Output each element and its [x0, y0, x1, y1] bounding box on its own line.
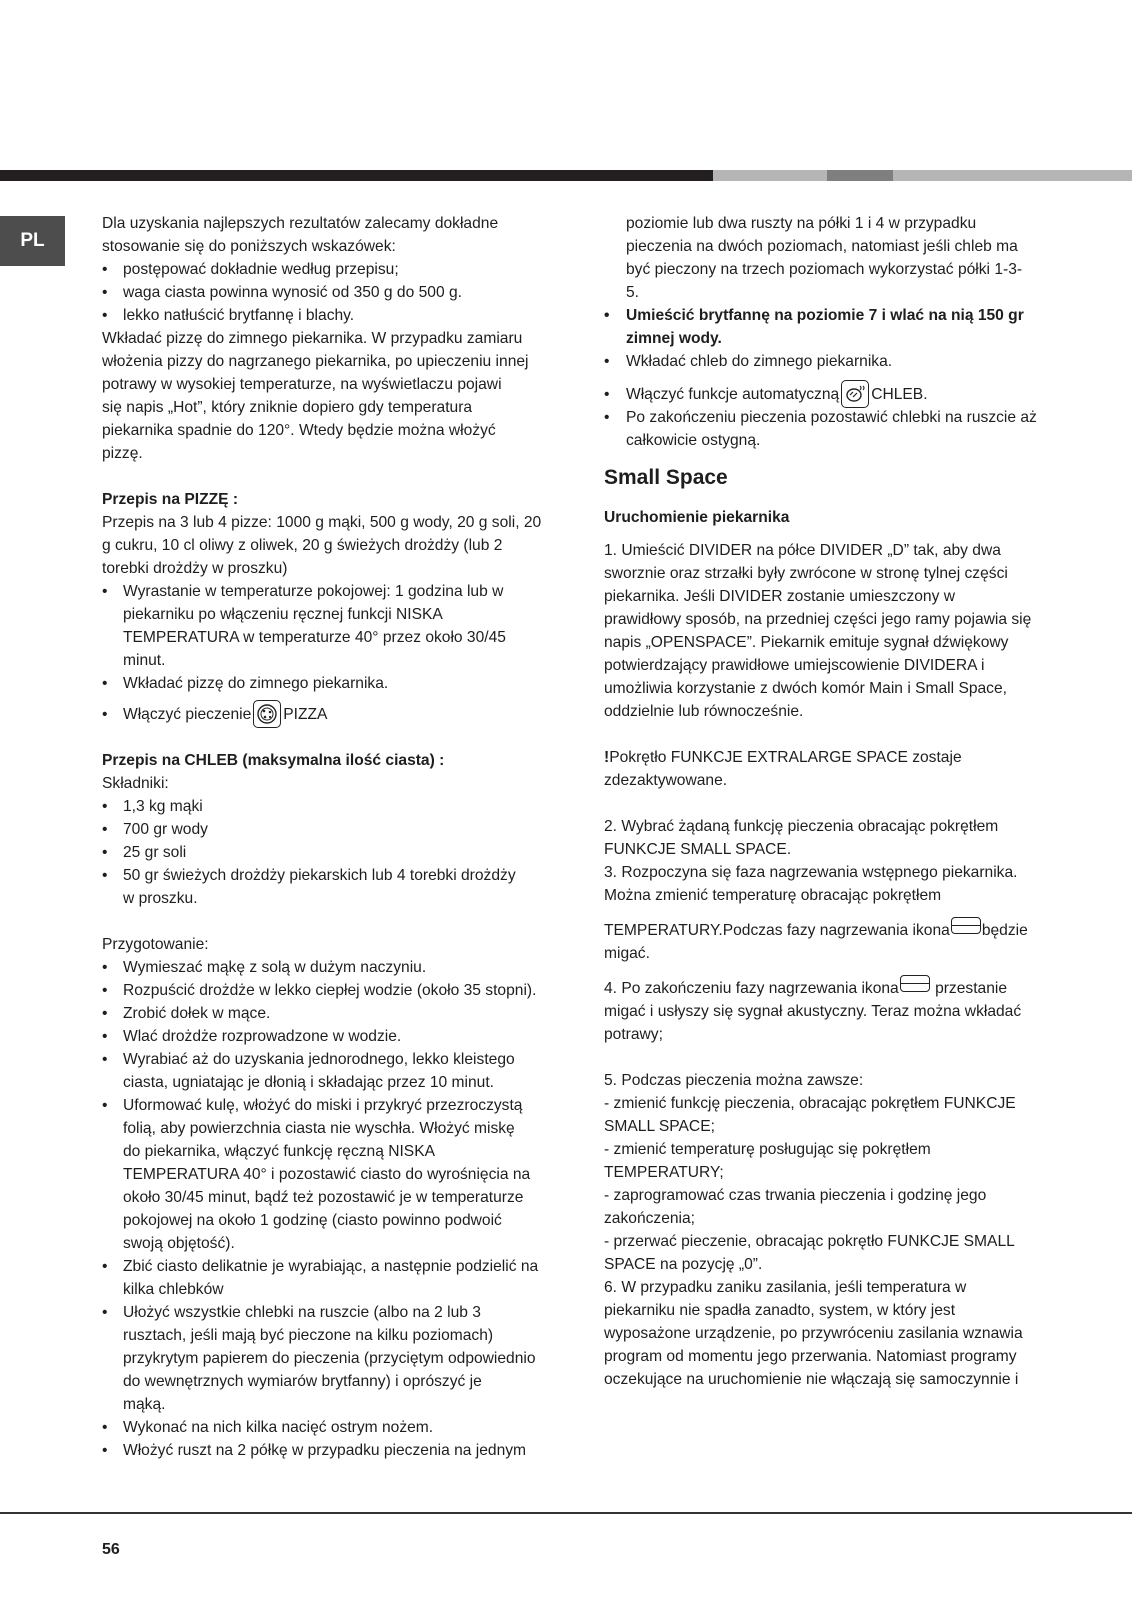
pizza-recipe-line: Przepis na 3 lub 4 pizze: 1000 g mąki, 500 g wody, 20 g soli, 20	[102, 514, 542, 531]
list-item-text: CHLEB.	[871, 386, 928, 403]
list-item	[102, 979, 557, 1002]
text-line	[604, 919, 1054, 942]
list-item-line: Umieścić brytfannę na poziomie 7 i wlać na nią 150 gr	[626, 307, 1024, 324]
ingredients-label: Składniki:	[102, 775, 169, 792]
text-line: 5. Podczas pieczenia można zawsze:	[604, 1072, 864, 1089]
footer-line	[0, 1512, 1132, 1514]
sub-title: Uruchomienie piekarnika	[604, 509, 790, 526]
pizza-recipe-line: g cukru, 10 cl oliwy z oliwek, 20 g świeżych drożdży (lub 2	[102, 537, 503, 554]
ingredients-list	[102, 795, 557, 910]
intro-bullets	[102, 258, 557, 327]
text-line: prawidłowy sposób, na przedniej części jego ramy pojawia się	[604, 611, 1032, 628]
list-item	[102, 1094, 557, 1255]
pizza-note-line: się napis „Hot”, który zniknie dopiero gdy temperatura	[102, 399, 473, 416]
pizza-note-line: potrawy w wysokiej temperaturze, na wyświetlaczu pojawi	[102, 376, 502, 393]
text-line: piekarnika. Jeśli DIVIDER zostanie umieszczony w	[604, 588, 955, 605]
pizza-note-line: włożenia pizzy do nagrzanego piekarnika, po upieczeniu innej	[102, 353, 529, 370]
header-bar	[0, 170, 1132, 181]
bread-recipe-title: Przepis na CHLEB (maksymalna ilość ciasta) :	[102, 752, 445, 769]
list-item-line: Wyrabiać aż do uzyskania jednorodnego, lekko kleistego	[123, 1051, 515, 1068]
list-item: • Wkładać pizzę do zimnego piekarnika.	[102, 672, 557, 695]
preparation-label: Przygotowanie:	[102, 936, 209, 953]
list-item	[604, 383, 1054, 406]
header-bar-dark	[0, 170, 713, 181]
text-line: FUNKCJE SMALL SPACE.	[604, 841, 792, 858]
list-item-line: Ułożyć wszystkie chlebki na ruszcie (albo na 2 lub 3	[123, 1304, 481, 1321]
list-item	[102, 1416, 557, 1439]
pizza-steps	[102, 580, 557, 726]
text-line: migać.	[604, 945, 650, 962]
language-tab: PL	[0, 216, 65, 266]
list-item	[102, 1025, 557, 1048]
text-part: będzie	[981, 922, 1028, 939]
list-item	[102, 1048, 557, 1094]
list-item-line: minut.	[123, 652, 166, 669]
list-item	[102, 1255, 557, 1301]
text-part: 4. Po zakończeniu fazy nagrzewania ikona	[604, 980, 899, 997]
header-bar-light	[713, 170, 827, 181]
text-line: pieczenia na dwóch poziomach, natomiast jeśli chleb ma	[626, 238, 1018, 255]
warning-note	[604, 746, 1054, 769]
right-column	[604, 212, 1054, 1391]
pizza-recipe-title: Przepis na PIZZĘ :	[102, 491, 239, 508]
pizza-icon	[253, 700, 281, 728]
list-item-line: swoją objętość).	[123, 1235, 235, 1252]
text-line: potrawy;	[604, 1026, 663, 1043]
list-item	[604, 406, 1054, 452]
text-line: migać i usłyszy się sygnał akustyczny. Teraz można wkładać	[604, 1003, 1022, 1020]
list-item-line: piekarniku po włączeniu ręcznej funkcji NISKA	[123, 606, 443, 623]
pizza-recipe-line: torebki drożdży w proszku)	[102, 560, 288, 577]
list-item-text: Włączyć funkcje automatyczną	[626, 386, 840, 403]
list-item-line: zimnej wody.	[626, 330, 722, 347]
list-item	[102, 956, 557, 979]
list-item-text: Włączyć pieczenie	[123, 706, 252, 723]
section-title: Small Space	[604, 466, 728, 489]
list-item-line: Uformować kulę, włożyć do miski i przykryć przezroczystą	[123, 1097, 523, 1114]
list-item	[102, 1301, 557, 1416]
list-item: • 700 gr wody	[102, 818, 557, 841]
left-column	[102, 212, 557, 1462]
page-number: 56	[102, 1541, 120, 1558]
warning-icon: !	[604, 749, 610, 766]
text-line: zakończenia;	[604, 1210, 696, 1227]
intro-line: stosowanie się do poniższych wskazówek:	[102, 238, 396, 255]
text-part: TEMPERATURY.Podczas fazy nagrzewania ikona	[604, 922, 950, 939]
text-line: Można zmienić temperaturę obracając pokrętłem	[604, 887, 942, 904]
text-line: 5.	[626, 284, 640, 301]
pizza-note-line: pizzę.	[102, 445, 143, 462]
text-line: TEMPERATURY;	[604, 1164, 724, 1181]
list-item-text: PIZZA	[283, 706, 328, 723]
list-item-line: rusztach, jeśli mają być pieczone na kilku poziomach)	[123, 1327, 494, 1344]
text-line: oczekujące na uruchomienie nie włączają się samoczynnie i	[604, 1371, 1019, 1388]
list-item	[102, 580, 557, 672]
list-item	[604, 304, 1054, 350]
list-item-line: ciasta, ugniatając je dłonią i składając przez 10 minut.	[123, 1074, 494, 1091]
list-item-line: do piekarnika, włączyć funkcję ręczną NISKA	[123, 1143, 436, 1160]
list-item	[102, 703, 557, 726]
text-line: zdezaktywowane.	[604, 772, 728, 789]
continued-bullet	[604, 212, 1054, 304]
list-item-line: Rozpuścić drożdże w lekko ciepłej wodzie (około 35 stopni).	[123, 982, 537, 999]
text-line: SMALL SPACE;	[604, 1118, 715, 1135]
text-line	[604, 977, 1054, 1000]
text-line: - zmienić temperaturę posługując się pokrętłem	[604, 1141, 931, 1158]
list-item-line: Zbić ciasto delikatnie je wyrabiając, a następnie podzielić na	[123, 1258, 539, 1275]
list-item-line: przykrytym papierem do pieczenia (przyciętym odpowiednio	[123, 1350, 536, 1367]
intro-line: Dla uzyskania najlepszych rezultatów zalecamy dokładne	[102, 215, 499, 232]
list-item-line: Po zakończeniu pieczenia pozostawić chlebki na ruszcie aż	[626, 409, 1037, 426]
text-part: przestanie	[930, 980, 1008, 997]
list-item-line: kilka chlebków	[123, 1281, 224, 1298]
text-line: potwierdzający prawidłowe umiejscowienie DIVIDERA i	[604, 657, 985, 674]
list-item: • 1,3 kg mąki	[102, 795, 557, 818]
text-line: poziomie lub dwa ruszty na półki 1 i 4 w przypadku	[626, 215, 977, 232]
preparation-list	[102, 956, 557, 1462]
text-line: SPACE na pozycję „0”.	[604, 1256, 763, 1273]
header-bar-light-right	[893, 170, 1132, 181]
text-line: 1. Umieścić DIVIDER na półce DIVIDER „D” tak, aby dwa	[604, 542, 1001, 559]
list-item-line: Wlać drożdże rozprowadzone w wodzie.	[123, 1028, 402, 1045]
list-item: • 25 gr soli	[102, 841, 557, 864]
list-item-line: Włożyć ruszt na 2 półkę w przypadku pieczenia na jednym	[123, 1442, 527, 1459]
pizza-note-line: piekarnika spadnie do 120°. Wtedy będzie można włożyć	[102, 422, 496, 439]
list-item	[102, 1439, 557, 1462]
text-line: - zaprogramować czas trwania pieczenia i godzinę jego	[604, 1187, 987, 1204]
list-item-line: około 30/45 minut, bądź też pozostawić je w temperaturze	[123, 1189, 524, 1206]
list-item-line: folią, aby powierzchnia ciasta nie wyschła. Włożyć miskę	[123, 1120, 515, 1137]
text-line: - przerwać pieczenie, obracając pokrętło FUNKCJE SMALL	[604, 1233, 1015, 1250]
list-item: • lekko natłuścić brytfannę i blachy.	[102, 304, 557, 327]
list-item-line: TEMPERATURA 40° i pozostawić ciasto do wyrośnięcia na	[123, 1166, 531, 1183]
text-line: 6. W przypadku zaniku zasilania, jeśli temperatura w	[604, 1279, 967, 1296]
text-line: Pokrętło FUNKCJE EXTRALARGE SPACE zostaje	[609, 749, 962, 766]
list-item: • waga ciasta powinna wynosić od 350 g do 500 g.	[102, 281, 557, 304]
list-item-line: w proszku.	[123, 890, 198, 907]
list-item-line: Wykonać na nich kilka nacięć ostrym nożem.	[123, 1419, 434, 1436]
text-line: - zmienić funkcję pieczenia, obracając pokrętłem FUNKCJE	[604, 1095, 1016, 1112]
list-item: • postępować dokładnie według przepisu;	[102, 258, 557, 281]
paragraph-options	[604, 1069, 1054, 1391]
text-line: oddzielnie lub równocześnie.	[604, 703, 804, 720]
list-item-line: pokojowej na około 1 godzinę (ciasto powinno podwoić	[123, 1212, 502, 1229]
list-item	[102, 1002, 557, 1025]
list-item-line: TEMPERATURA w temperaturze 40° przez około 30/45	[123, 629, 506, 646]
text-line: być pieczony na trzech poziomach wykorzystać półki 1-3-	[626, 261, 1023, 278]
list-item-line: mąką.	[123, 1396, 166, 1413]
text-line: 3. Rozpoczyna się faza nagrzewania wstępnego piekarnika.	[604, 864, 1018, 881]
text-line: 2. Wybrać żądaną funkcję pieczenia obracając pokrętłem	[604, 818, 999, 835]
text-line: napis „OPENSPACE”. Piekarnik emituje sygnał dźwiękowy	[604, 634, 1009, 651]
pizza-note-line: Wkładać pizzę do zimnego piekarnika. W przypadku zamiaru	[102, 330, 523, 347]
list-item-line: Wyrastanie w temperaturze pokojowej: 1 godzina lub w	[123, 583, 504, 600]
text-line: sworznie oraz strzałki były zwrócone w stronę tylnej części	[604, 565, 1008, 582]
list-item	[102, 864, 557, 910]
preheat-icon	[900, 975, 930, 992]
text-line: wyposażone urządzenie, po przywróceniu zasilania wznawia	[604, 1325, 1023, 1342]
list-item-line: 50 gr świeżych drożdży piekarskich lub 4 torebki drożdży	[123, 867, 516, 884]
header-bar-mid	[827, 170, 893, 181]
text-line: program od momentu jego przerwania. Natomiast programy	[604, 1348, 1017, 1365]
preheat-icon	[951, 917, 981, 934]
bread-icon	[841, 380, 869, 408]
list-item-line: do wewnętrznych wymiarów brytfanny) i oprószyć je	[123, 1373, 482, 1390]
list-item-line: całkowicie ostygną.	[626, 432, 761, 449]
paragraph-divider	[604, 539, 1054, 723]
list-item-line: Zrobić dołek w mące.	[123, 1005, 271, 1022]
list-item-line: Wymieszać mąkę z solą w dużym naczyniu.	[123, 959, 427, 976]
text-line: piekarniku nie spadła zanadto, system, w który jest	[604, 1302, 956, 1319]
bread-steps	[604, 304, 1054, 452]
text-line: umożliwia korzystanie z dwóch komór Main i Small Space,	[604, 680, 1007, 697]
list-item: • Wkładać chleb do zimnego piekarnika.	[604, 350, 1054, 373]
